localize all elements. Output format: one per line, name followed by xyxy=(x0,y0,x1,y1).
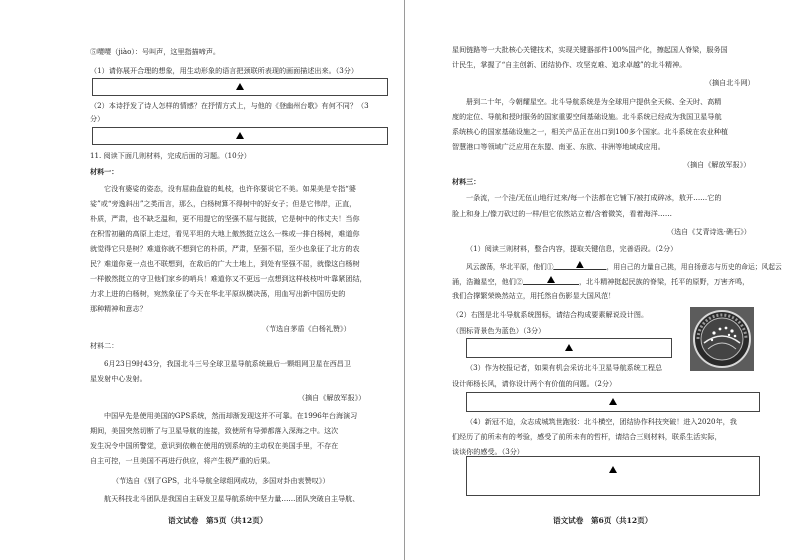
fill-suffix-2: ，北斗精神挺起民族的脊梁，托平的原野，万害齐鸣， xyxy=(578,277,750,286)
question-2-note: （图标背景色为蓝色）（3分） xyxy=(452,326,546,335)
fill-line xyxy=(452,276,749,287)
answer-box-3[interactable] xyxy=(466,392,760,412)
fill-blank-1[interactable] xyxy=(554,261,607,270)
passage-line: 中国早先是使用美国的GPS系统，然而却渐发现这并不可靠。在1996年台海演习 xyxy=(104,411,358,420)
passage-line: 一样傲然挺立的守卫他们家乡的哨兵！难道你又不更远一点想到这样枝枝叶叶靠紧团结， xyxy=(90,274,367,283)
material-3-heading: 材料三： xyxy=(452,177,481,186)
question-2: （2）右图是北斗导航系统图标，请结合构成要素解说设计图。 xyxy=(452,310,649,319)
poem-line: 脸上和身上/像刀砍过的一样/但它依然站立着/含着微笑，看着海洋…… xyxy=(452,209,672,218)
passage-line: 那种精神和意志？ xyxy=(90,304,147,313)
passage-line: 自主可控，一旦美国不再进行供应，将产生极严重的后果。 xyxy=(90,456,275,465)
answer-box-2[interactable] xyxy=(466,338,672,358)
source-citation: （摘自北斗网） xyxy=(705,78,755,87)
answer-marker-icon xyxy=(609,466,617,473)
answer-marker-icon xyxy=(547,276,555,283)
passage-line: 民？难道你竟一点也不联想到，在敌后的广大土地上，到处有坚强不屈，就像这白杨树 xyxy=(90,259,360,268)
question-4-cont: 们经历了前所未有的考验，感受了前所未有的哲杆，请结合三则材料，联系生活实际， xyxy=(452,432,722,441)
passage-line: 智慧港口等领域广泛应用在东盟、南亚、东欧、非洲等地域成应用。 xyxy=(452,142,665,151)
fill-line xyxy=(466,261,782,272)
answer-marker-icon xyxy=(609,398,617,405)
passage-line: 册到二十年，今朝耀星空。北斗导航系统是为全球用户提供全天候、全天时、高精 xyxy=(466,97,722,106)
beidou-logo-image xyxy=(690,307,754,371)
material-2-heading: 材料二： xyxy=(90,341,119,350)
question-1: （1）阅读三则材料，整合内容，提取关键信息，完善语段。（2分） xyxy=(466,244,678,253)
passage-line: 它没有婆娑的姿态，没有屈曲盘旋的虬枝，也许你要说它不美。如果美是专指“婆 xyxy=(104,184,356,193)
question-2: （2）本诗抒发了诗人怎样的情感？在抒情方式上，与他的《登幽州台歌》有何不同？（3 xyxy=(90,101,369,110)
page-footer: 语文试卷 第5页（共12页） xyxy=(168,516,268,525)
passage-line: 星间链路等一大批核心关键技术，实现关键器部件100%国产化，擦起国人脊梁，服务国 xyxy=(452,45,728,54)
page-footer: 语文试卷 第6页（共12页） xyxy=(553,516,653,525)
question-2-cont: 分） xyxy=(90,114,105,123)
passage-line: 发生况令中国所警觉，意识到依赖在使用的别系统的主动权在美国手里，不存在 xyxy=(90,441,339,450)
passage-line: 在积雪初融的高原上走过，看见平坦的大地上傲然挺立这么一株或一排白杨树，难道你 xyxy=(90,229,360,238)
answer-marker-icon xyxy=(576,261,584,268)
answer-box-2[interactable] xyxy=(92,127,388,145)
passage-line: 6月23日9时43分，我国北斗三号全球卫星导航系统最后一颗组网卫星在西昌卫 xyxy=(104,359,351,368)
poem-line: 一条流，一个洼/无伍山地行过来/每一个法都在它铺下/被打成碎冰，敖开……它的 xyxy=(466,193,722,202)
passage-line: 星发射中心发射。 xyxy=(90,374,147,383)
answer-box-1[interactable] xyxy=(92,78,388,96)
fill-blank-2[interactable] xyxy=(523,276,579,285)
question-3: （3）作为校报记者，如果有机会采访北斗卫星导航系统工程总 xyxy=(466,363,663,372)
material-1-heading: 材料一： xyxy=(90,167,119,176)
fill-prefix-1: 风云激荡，华北平原，他们① xyxy=(466,262,554,271)
source-citation: （选自《艾青诗选·礁石》） xyxy=(667,227,751,236)
passage-line: 我们合撑繁荣焕然站立，用托然自伤影显大国风范！ xyxy=(452,291,616,300)
section-11-heading: 11. 阅读下面几则材料，完成后面的习题。（10分） xyxy=(90,151,251,160)
question-4: （4）新冠不迫，众志成城筑世跑驳：北斗横空，团结协作科技突破！进入2020年，我 xyxy=(466,417,737,426)
passage-line: 力求上进的白杨树，宛然象征了今天在华北平原纵横决荡，用血写出新中国历史的 xyxy=(90,289,346,298)
passage-line: 航天科技北斗团队是我国自主研发卫星导航系统中坚力量……团队突破自主导航、 xyxy=(104,494,360,503)
question-1: （1）请你展开合理的想象，用生动形象的语言把颈联所表现的画面描述出来。（3分） xyxy=(90,66,358,75)
source-citation: （摘自《解放军报》） xyxy=(298,393,366,402)
passage-line: 娑”或“旁逸斜出”之类而言，那么，白杨树算不得树中的好女子；但是它伟岸，正直， xyxy=(90,199,357,208)
passage-line: 度的定位、导航和授时服务的国家重要空间基础设施。北斗系统已经成为我国卫星导航 xyxy=(452,112,722,121)
answer-box-4[interactable] xyxy=(466,456,760,496)
answer-marker-icon xyxy=(565,344,573,351)
passage-line: 系统核心的国家基础设施之一，相关产品正在出口到100多个国家。北斗系统在农业种植 xyxy=(452,127,729,136)
passage-line: 计民生，掌握了“自主创新、团结协作、攻坚克难、追求卓越”的北斗精神。 xyxy=(452,60,687,69)
source-citation: （节选自茅盾《白杨礼赞》） xyxy=(262,324,351,333)
answer-marker-icon xyxy=(236,132,244,139)
fill-prefix-2: 涌，浩瀚星空，他们② xyxy=(452,277,523,286)
answer-marker-icon xyxy=(236,83,244,90)
right-page xyxy=(405,0,794,560)
passage-line: 就觉得它只是树？难道你就不想到它的朴质，严肃，坚强不屈，至少也象征了北方的农 xyxy=(90,244,360,253)
fill-suffix-1: ，用自己的力量自己挑，用自扬意志与历史的命运；风起云 xyxy=(606,262,782,271)
source-citation: （摘自《解放军报》） xyxy=(683,160,751,169)
footnote-line: ⑤嘤嘤（jiào）：号叫声，这里指描啼声。 xyxy=(90,47,221,56)
question-4-cont: 谈谈你的感受。（3分） xyxy=(452,447,524,456)
passage-line: 朴质，严肃，也不缺乏温和，更不用提它的坚强不屈与挺拔，它是树中的伟丈夫！当你 xyxy=(90,214,360,223)
question-3-cont: 设计师杨长风，请你设计两个有价值的问题。（2分） xyxy=(452,379,617,388)
passage-line: 期间，美国突然切断了与卫星导航的连接，致使所有导弹都落入深海之中。这次 xyxy=(90,426,339,435)
source-citation: （节选自《别了GPS，北斗导航全球组网成功，多国对卦由衷赞叹》） xyxy=(112,476,330,485)
